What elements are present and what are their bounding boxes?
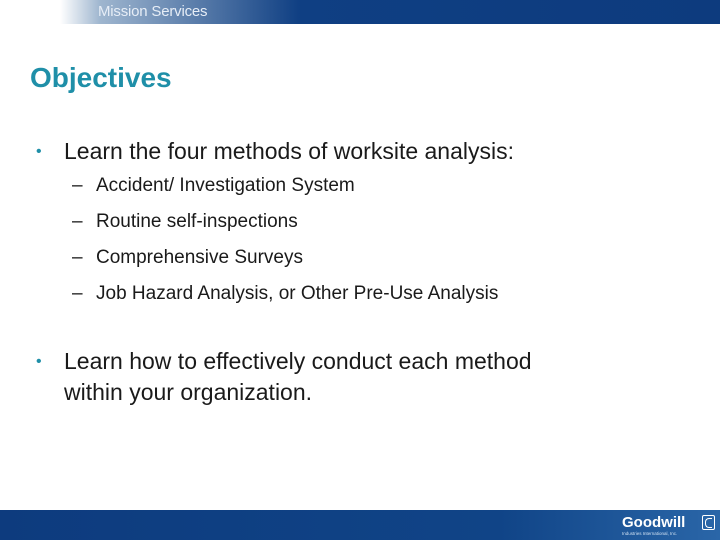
goodwill-smiling-g-icon	[702, 515, 715, 530]
sub-bullet-text: Job Hazard Analysis, or Other Pre-Use Analysis	[96, 283, 499, 304]
goodwill-logo	[622, 514, 716, 538]
bullet-text-line: Learn how to effectively conduct each method	[64, 348, 532, 374]
sub-bullet-text: Routine self-inspections	[96, 211, 298, 232]
logo-tagline: Industries International, Inc.	[622, 531, 678, 536]
bullet-text	[64, 346, 532, 408]
sub-bullet-dash: –	[72, 175, 83, 196]
sub-bullet-text: Accident/ Investigation System	[96, 175, 355, 196]
bullet-text-line: within your organization.	[64, 379, 313, 405]
sub-bullet-dash: –	[72, 247, 83, 268]
header-title: Mission Services	[98, 3, 208, 20]
sub-bullet-dash: –	[72, 283, 83, 304]
bullet-dot: •	[36, 143, 42, 160]
sub-bullet-dash: –	[72, 211, 83, 232]
bullet-text: Learn the four methods of worksite analysis:	[64, 138, 515, 164]
slide-title: Objectives	[30, 62, 172, 93]
sub-bullet-text: Comprehensive Surveys	[96, 247, 303, 268]
bullet-dot: •	[36, 353, 42, 370]
footer-bar	[0, 510, 720, 540]
logo-wordmark: Goodwill	[622, 514, 686, 531]
